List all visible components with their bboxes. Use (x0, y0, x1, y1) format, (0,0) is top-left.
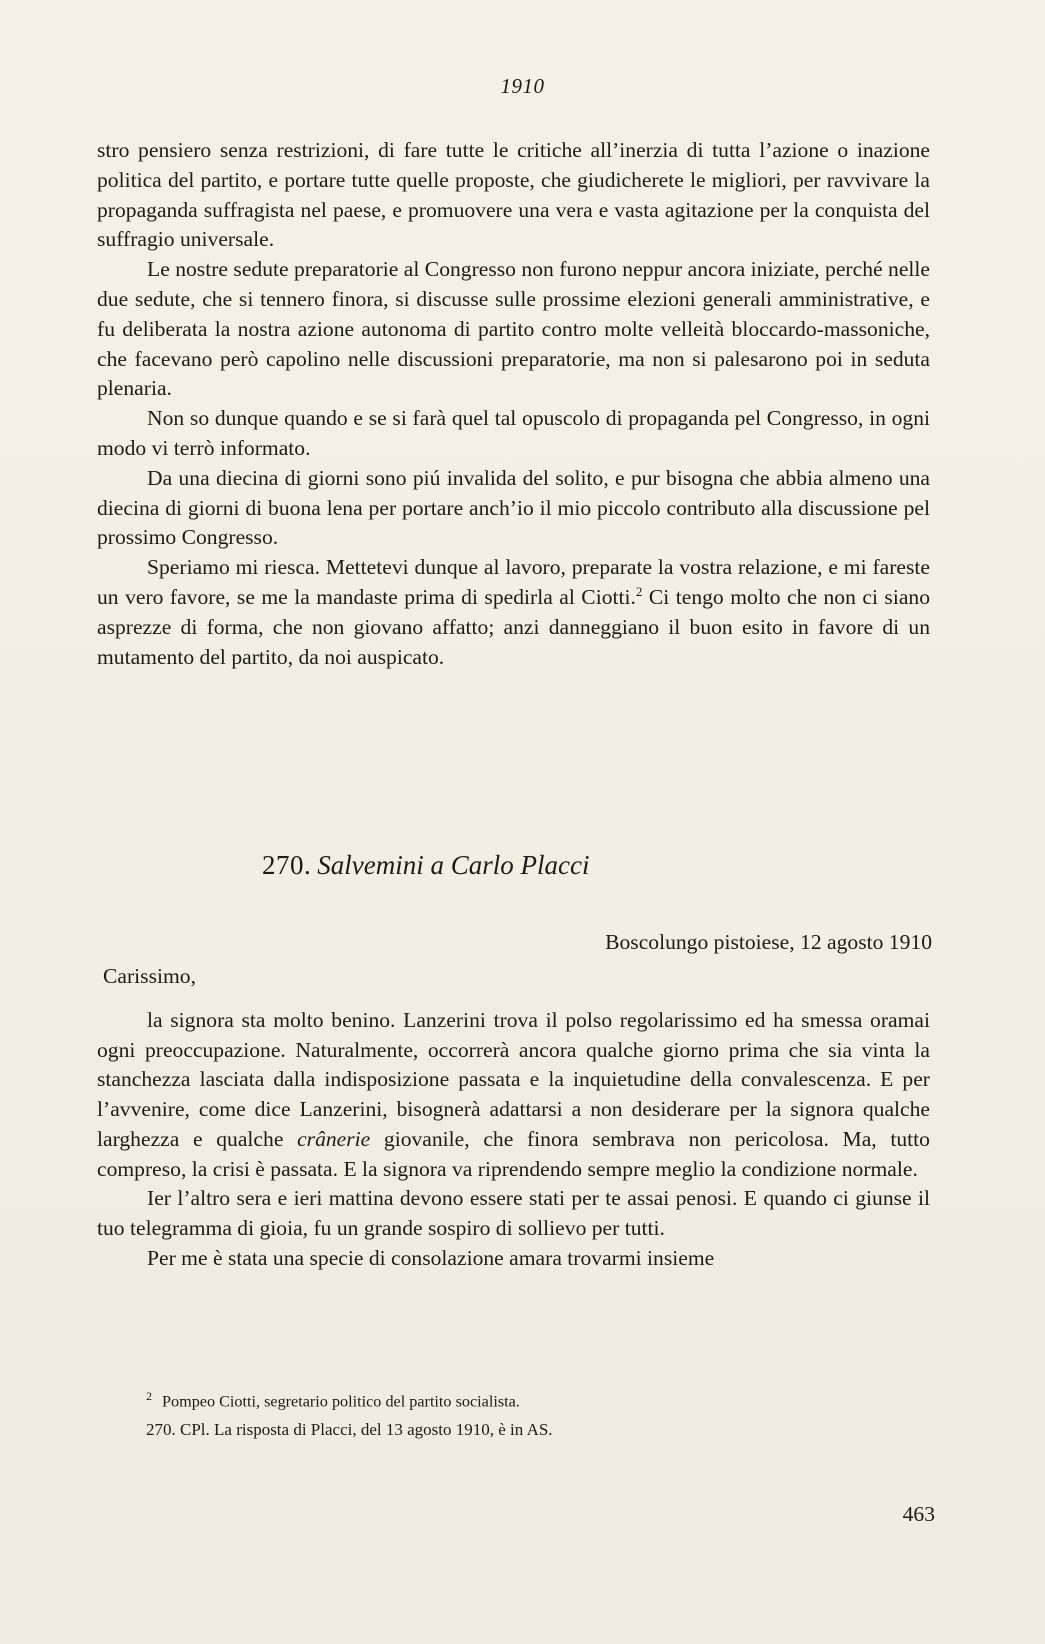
paragraph-text: la signora sta molto benino. Lanzerini trova il polso regolarissimo ed ha smessa oramai ogni preoccupazione. Naturalmente, occorrerà ancora qualche giorno prima che sia vinta la stanchezza lasciata dalla indisposizione passata e la inquietudine della convalescenza. E per l’avvenire, come dice Lanzerini, bisognerà adattarsi a non desiderare per la signora qualche larghezza e qualche (97, 1008, 930, 1151)
paragraph-text: Speriamo mi riesca. Mettetevi dunque al lavoro, preparate la vostra relazione, e mi fareste un vero favore, se me la mandaste prima di spedirla al Ciotti. (97, 555, 930, 609)
letter-title: Salvemini a Carlo Placci (317, 850, 590, 880)
paragraph-text: Ci tengo molto che non ci siano asprezze di forma, che non giovano affatto; anzi danneggiano il buon esito in favore di un mutamento del partito, da noi auspicato. (97, 584, 930, 669)
footnote-text: 270. CPl. La risposta di Placci, del 13 agosto 1910, è in AS. (146, 1420, 553, 1440)
paragraph: Non so dunque quando e se si farà quel tal opuscolo di propaganda pel Congresso, in ogni modo vi terrò informato. (97, 406, 930, 460)
paragraph-text: giovanile, che finora sembrava non pericolosa. Ma, tutto compreso, la crisi è passata. E la signora va riprendendo sempre meglio la condizione normale. (97, 1126, 930, 1181)
paragraph (97, 1006, 930, 1184)
footnote-text: Pompeo Ciotti, segretario politico del partito socialista. (162, 1392, 520, 1411)
place-date: Boscolungo pistoiese, 12 agosto 1910 (605, 930, 932, 954)
footnote (146, 1417, 553, 1442)
letter-number: 270. (262, 850, 312, 880)
running-head: 1910 (500, 74, 545, 98)
page-number: 463 (902, 1502, 935, 1526)
paragraph-with-footnote (97, 553, 930, 672)
paragraph: stro pensiero senza restrizioni, di fare tutte le critiche all’inerzia di tutta l’azione o inazione politica del partito, e portare tutte quelle proposte, che giudicherete le migliori, per ravvivare la propaganda suffragista nel paese, e promuovere una vera e vasta agitazione per la conquista del suffragio universale. (97, 138, 930, 252)
paragraph: Le nostre sedute preparatorie al Congresso non furono neppur ancora iniziate, perché nelle due sedute, che si tennero finora, si discusse sulle prossime elezioni generali amministrative, e fu deliberata la nostra azione autonoma di partito contro molte velleità bloccardo-massoniche, che facevano però capolino nelle discussioni preparatorie, ma non si palesarono poi in seduta plenaria. (97, 257, 930, 401)
paragraph: Da una diecina di giorni sono piú invalida del solito, e pur bisogna che abbia almeno una diecina di giorni di buona lena per portare anch’io il mio piccolo contributo alla discussione pel prossimo Congresso. (97, 465, 930, 550)
footnote-reference[interactable]: 2 (635, 583, 643, 599)
footnote (146, 1384, 553, 1414)
italic-word: crânerie (297, 1126, 371, 1151)
salutation: Carissimo, (103, 964, 196, 988)
footnotes (146, 1384, 553, 1445)
letter-body (97, 1006, 930, 1273)
previous-letter-text (97, 136, 930, 672)
paragraph: Per me è stata una specie di consolazione amara trovarmi insieme (147, 1245, 715, 1270)
footnote-mark: 2 (146, 1389, 152, 1403)
paragraph: Ier l’altro sera e ieri mattina devono essere stati per te assai penosi. E quando ci giunse il tuo telegramma di gioia, fu un grande sospiro di sollievo per tutti. (97, 1186, 930, 1240)
letter-heading (262, 850, 589, 881)
